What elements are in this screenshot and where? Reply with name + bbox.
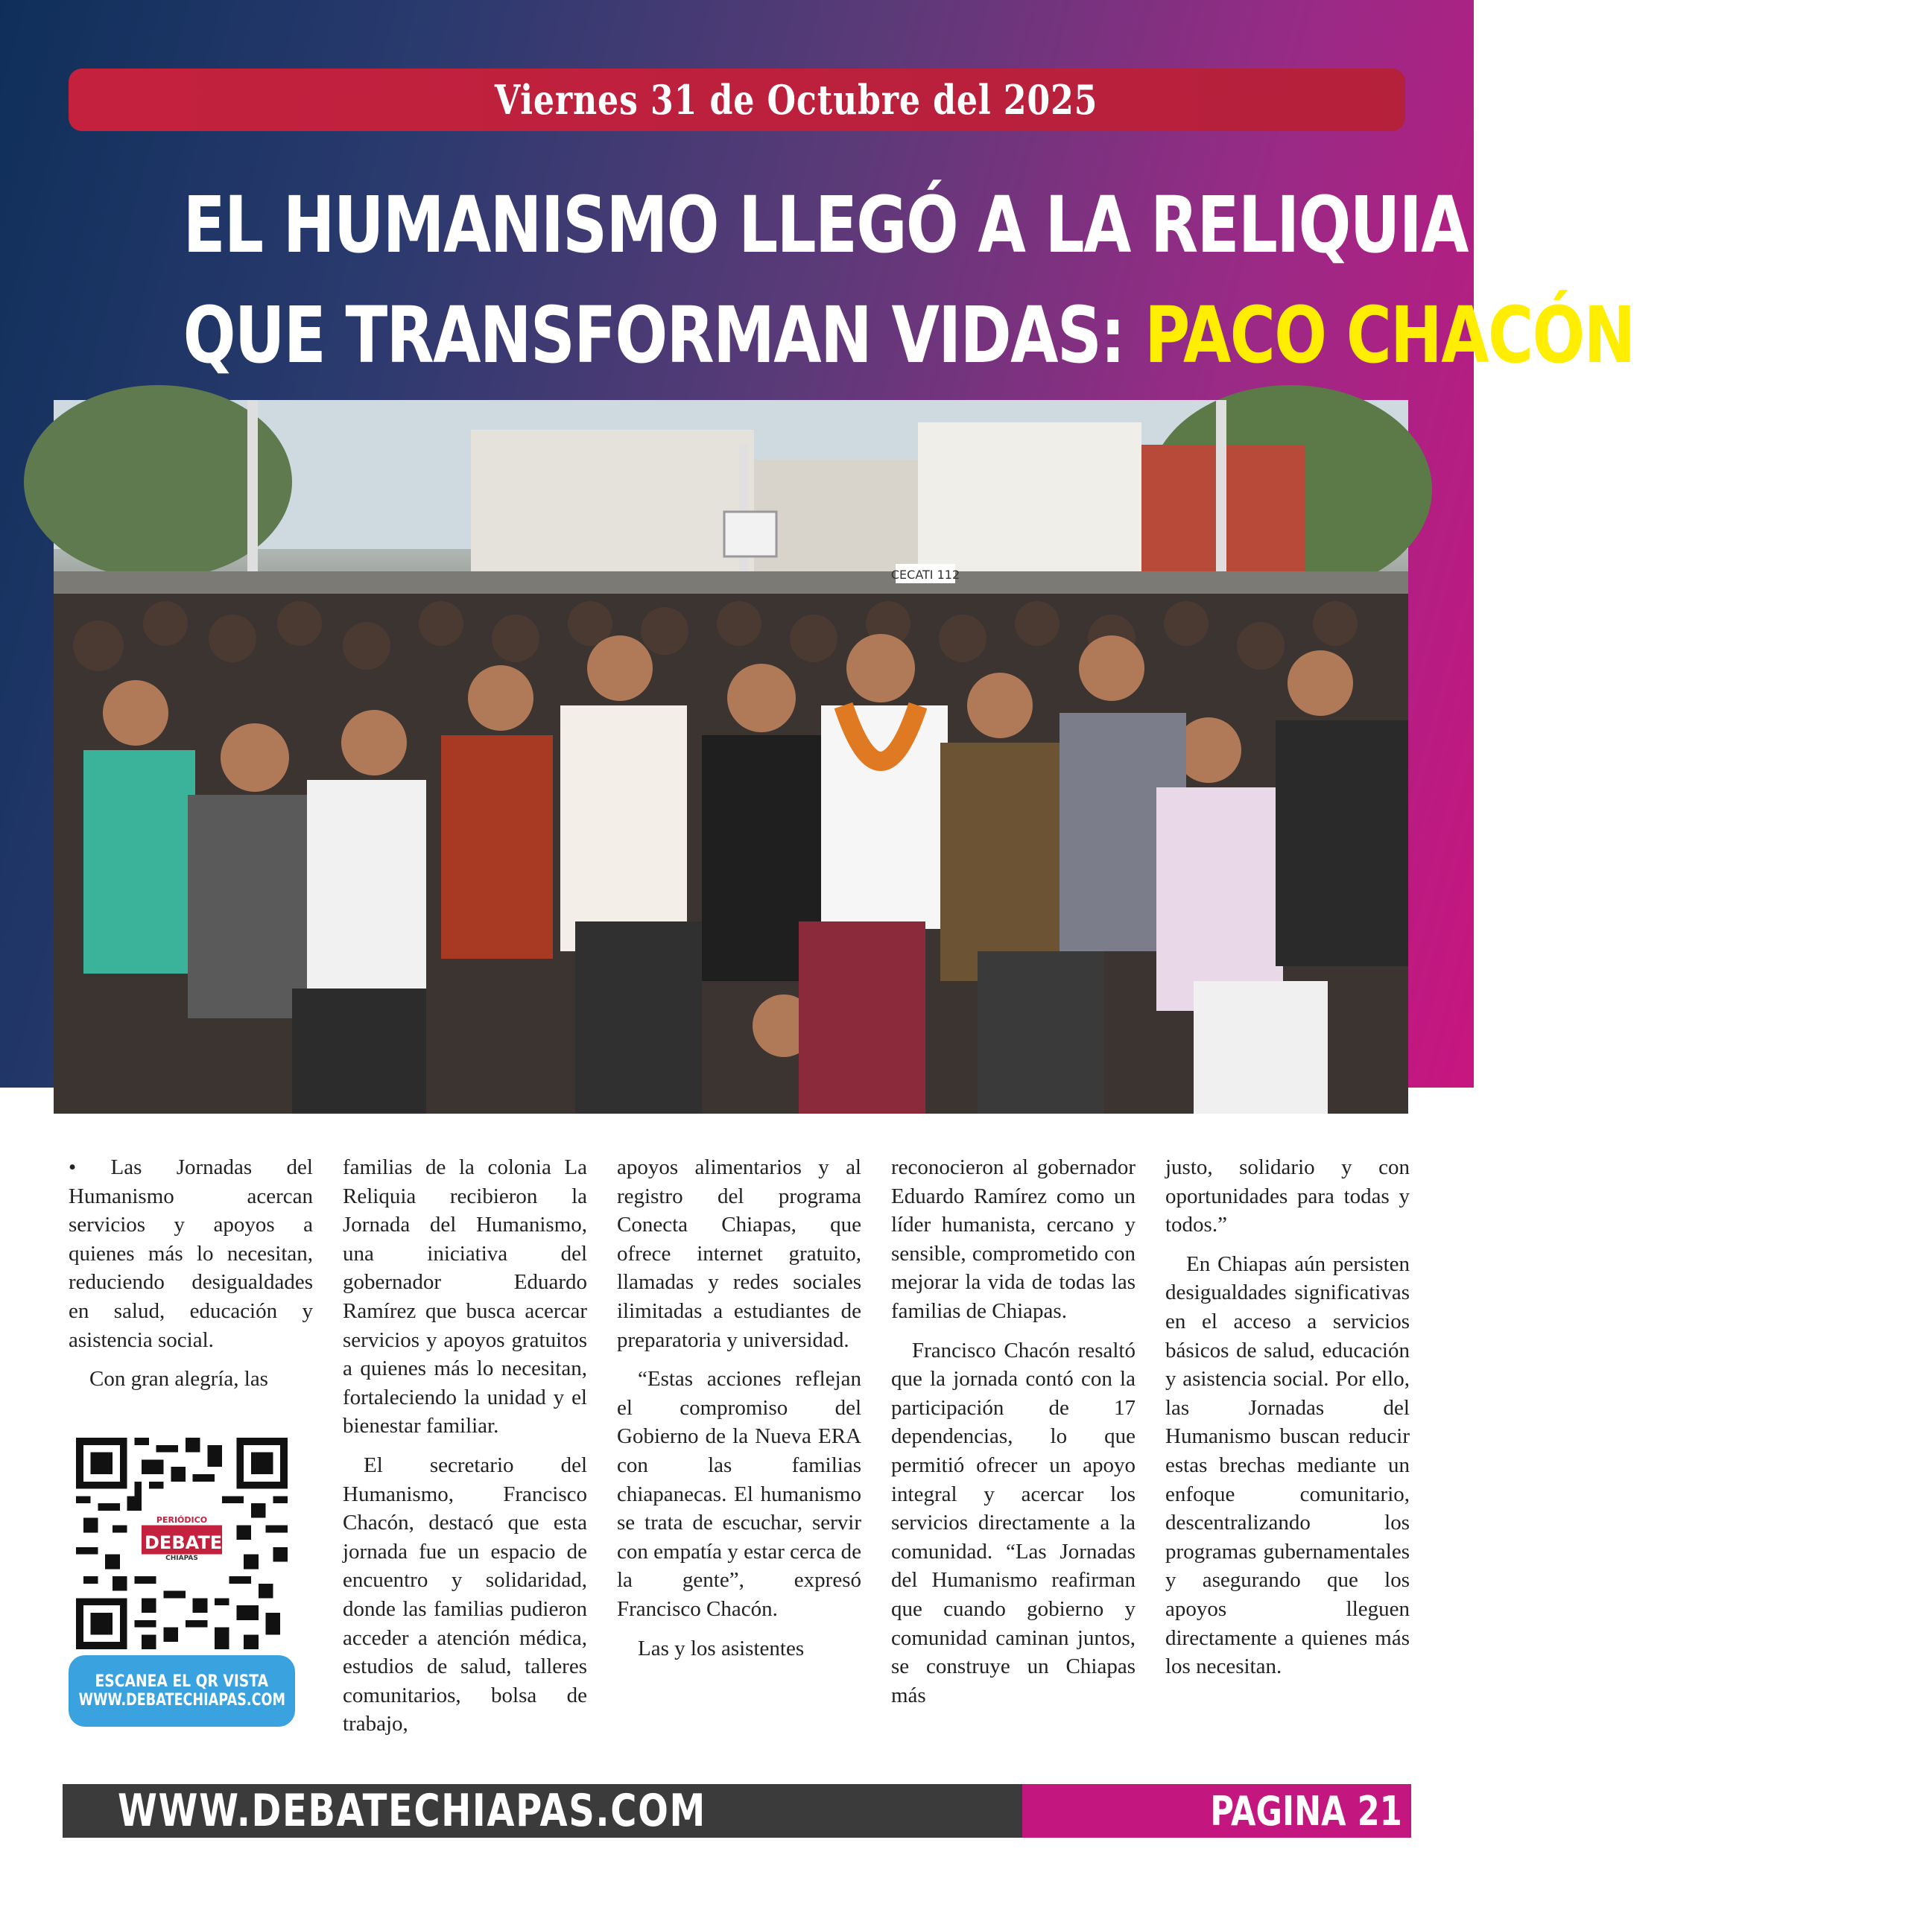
article-paragraph: justo, solidario y con oportunidades para todas y todos.” — [1165, 1155, 1410, 1237]
qr-logo — [145, 1515, 223, 1570]
headline — [183, 170, 1932, 390]
headline-line-1: EL HUMANISMO LLEGÓ A LA RELIQUIA CON APOYOS — [183, 180, 1932, 270]
main-photo — [54, 400, 1408, 1114]
page-footer — [63, 1784, 1411, 1838]
crowd-photo-illustration — [54, 400, 1408, 1114]
qr-logo-small: PERIÓDICO — [156, 1515, 208, 1525]
article-paragraph: familias de la colonia La Reliquia recibieron la Jornada del Humanismo, una iniciativa del gobernador Eduardo Ramírez que busca acercar servicios y apoyos gratuitos a quienes más lo necesitan, fortaleciendo la unidad y el bienestar familiar. — [343, 1155, 587, 1438]
article-column-5 — [1165, 1153, 1410, 1749]
article-paragraph: reconocieron al gobernador Eduardo Ramírez como un líder humanista, cercano y sensible, comprometido con mejorar la vida de todas las familias de Chiapas. — [891, 1155, 1136, 1323]
article-column-3 — [617, 1153, 861, 1749]
date-text: Viernes 31 de Octubre del 2025 — [495, 76, 1098, 124]
article-paragraph: Con gran alegría, las — [89, 1367, 268, 1392]
qr-logo-sub: CHIAPAS — [165, 1555, 198, 1562]
footer-website-band[interactable] — [63, 1784, 1022, 1838]
qr-logo-main: DEBATE — [145, 1532, 223, 1553]
article-paragraph: El secretario del Humanismo, Francisco Chacón, destacó que esta jornada fue un espacio de encuentro y solidaridad, donde las familias pudieron acceder a atención médica, estudios de salud, talleres comunitarios, bolsa de trabajo, — [343, 1453, 587, 1736]
photo-sign-text: CECATI 112 — [890, 568, 960, 582]
article-paragraph: Francisco Chacón resaltó que la jornada contó con la participación de 17 dependencias, lo que permitió ofrecer un apoyo integral y acercar los servicios directamente a la comunidad. “Las Jornadas del Humanismo reafirman que cuando gobierno y comunidad caminan juntos, se construye un Chiapas más — [891, 1338, 1136, 1707]
qr-promo[interactable] — [69, 1438, 295, 1736]
headline-highlight-name: PACO CHACÓN — [1144, 290, 1635, 381]
article-column-2 — [343, 1153, 587, 1749]
footer-website[interactable]: WWW.DEBATECHIAPAS.COM — [118, 1785, 706, 1837]
article-column-4 — [891, 1153, 1136, 1749]
article-bullet-summary: • Las Jornadas del Humanismo acercan servicios y apoyos a quienes más lo necesitan, reduciendo desigualdades en salud, educación y asistencia social. — [69, 1155, 313, 1352]
qr-banner-url[interactable]: WWW.DEBATECHIAPAS.COM — [78, 1691, 285, 1710]
article-paragraph: “Estas acciones reflejan el compromiso del Gobierno de la Nueva ERA con las familias chiapanecas. El humanismo se trata de escuchar, servir con empatía y estar cerca de la gente”, expresó Francisco Chacón. — [617, 1367, 861, 1621]
qr-banner-line-1: ESCANEA EL QR VISTA — [95, 1672, 269, 1691]
headline-line-2-white: QUE TRANSFORMAN VIDAS: — [183, 290, 1145, 381]
footer-page-band — [1022, 1784, 1411, 1838]
article-paragraph: Las y los asistentes — [638, 1636, 805, 1660]
article-paragraph: apoyos alimentarios y al registro del programa Conecta Chiapas, que ofrece internet gratuito, llamadas y redes sociales ilimitadas a estudiantes de preparatoria y universidad. — [617, 1155, 861, 1352]
qr-banner[interactable] — [69, 1655, 295, 1727]
page-number: PAGINA 21 — [1210, 1787, 1402, 1835]
date-banner — [69, 69, 1405, 131]
article-paragraph: En Chiapas aún persisten desigualdades significativas en el acceso a servicios básicos de salud, educación y asistencia social. Por ello, las Jornadas del Humanismo buscan reducir estas brechas mediante un enfoque comunitario, descentralizando los programas gubernamentales y asegurando que los apoyos lleguen directamente a quienes más los necesitan. — [1165, 1251, 1410, 1679]
headline-line-2 — [183, 280, 1635, 390]
qr-code[interactable] — [76, 1438, 288, 1649]
